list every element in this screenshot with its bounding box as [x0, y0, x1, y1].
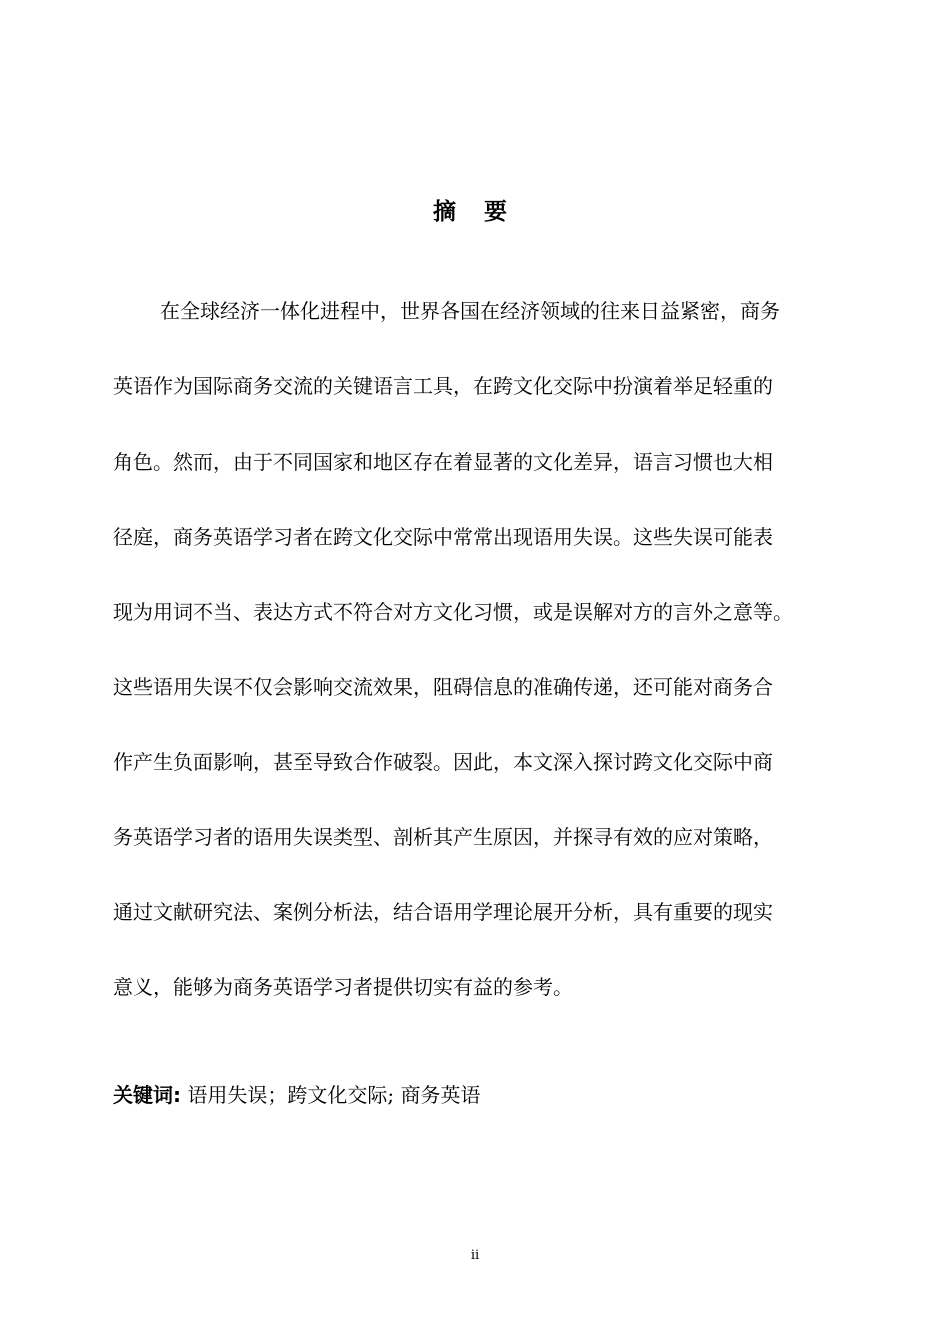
keywords	[113, 1080, 480, 1110]
abstract-line-2: 英语作为国际商务交流的关键语言工具，在跨文化交际中扮演着举足轻重的	[113, 374, 773, 398]
abstract-line-10: 意义，能够为商务英语学习者提供切实有益的参考。	[113, 975, 573, 999]
keywords-value: 语用失误；跨文化交际; 商务英语	[181, 1083, 481, 1107]
abstract-line-4: 径庭，商务英语学习者在跨文化交际中常常出现语用失误。这些失误可能表	[113, 525, 773, 549]
abstract-line-8: 务英语学习者的语用失误类型、剖析其产生原因，并探寻有效的应对策略，	[113, 825, 773, 849]
abstract-line-5: 现为用词不当、表达方式不符合对方文化习惯，或是误解对方的言外之意等。	[113, 600, 793, 624]
abstract-line-1: 在全球经济一体化进程中，世界各国在经济领域的往来日益紧密，商务	[160, 299, 780, 323]
abstract-line-7: 作产生负面影响，甚至导致合作破裂。因此，本文深入探讨跨文化交际中商	[113, 750, 773, 774]
abstract-title: 摘 要	[432, 199, 517, 225]
abstract-line-9: 通过文献研究法、案例分析法，结合语用学理论展开分析，具有重要的现实	[113, 900, 773, 924]
abstract-line-3: 角色。然而，由于不同国家和地区存在着显著的文化差异，语言习惯也大相	[113, 450, 773, 474]
abstract-line-6: 这些语用失误不仅会影响交流效果，阻碍信息的准确传递，还可能对商务合	[113, 675, 773, 699]
page-number: ii	[470, 1248, 480, 1263]
keywords-label: 关键词:	[113, 1083, 181, 1107]
